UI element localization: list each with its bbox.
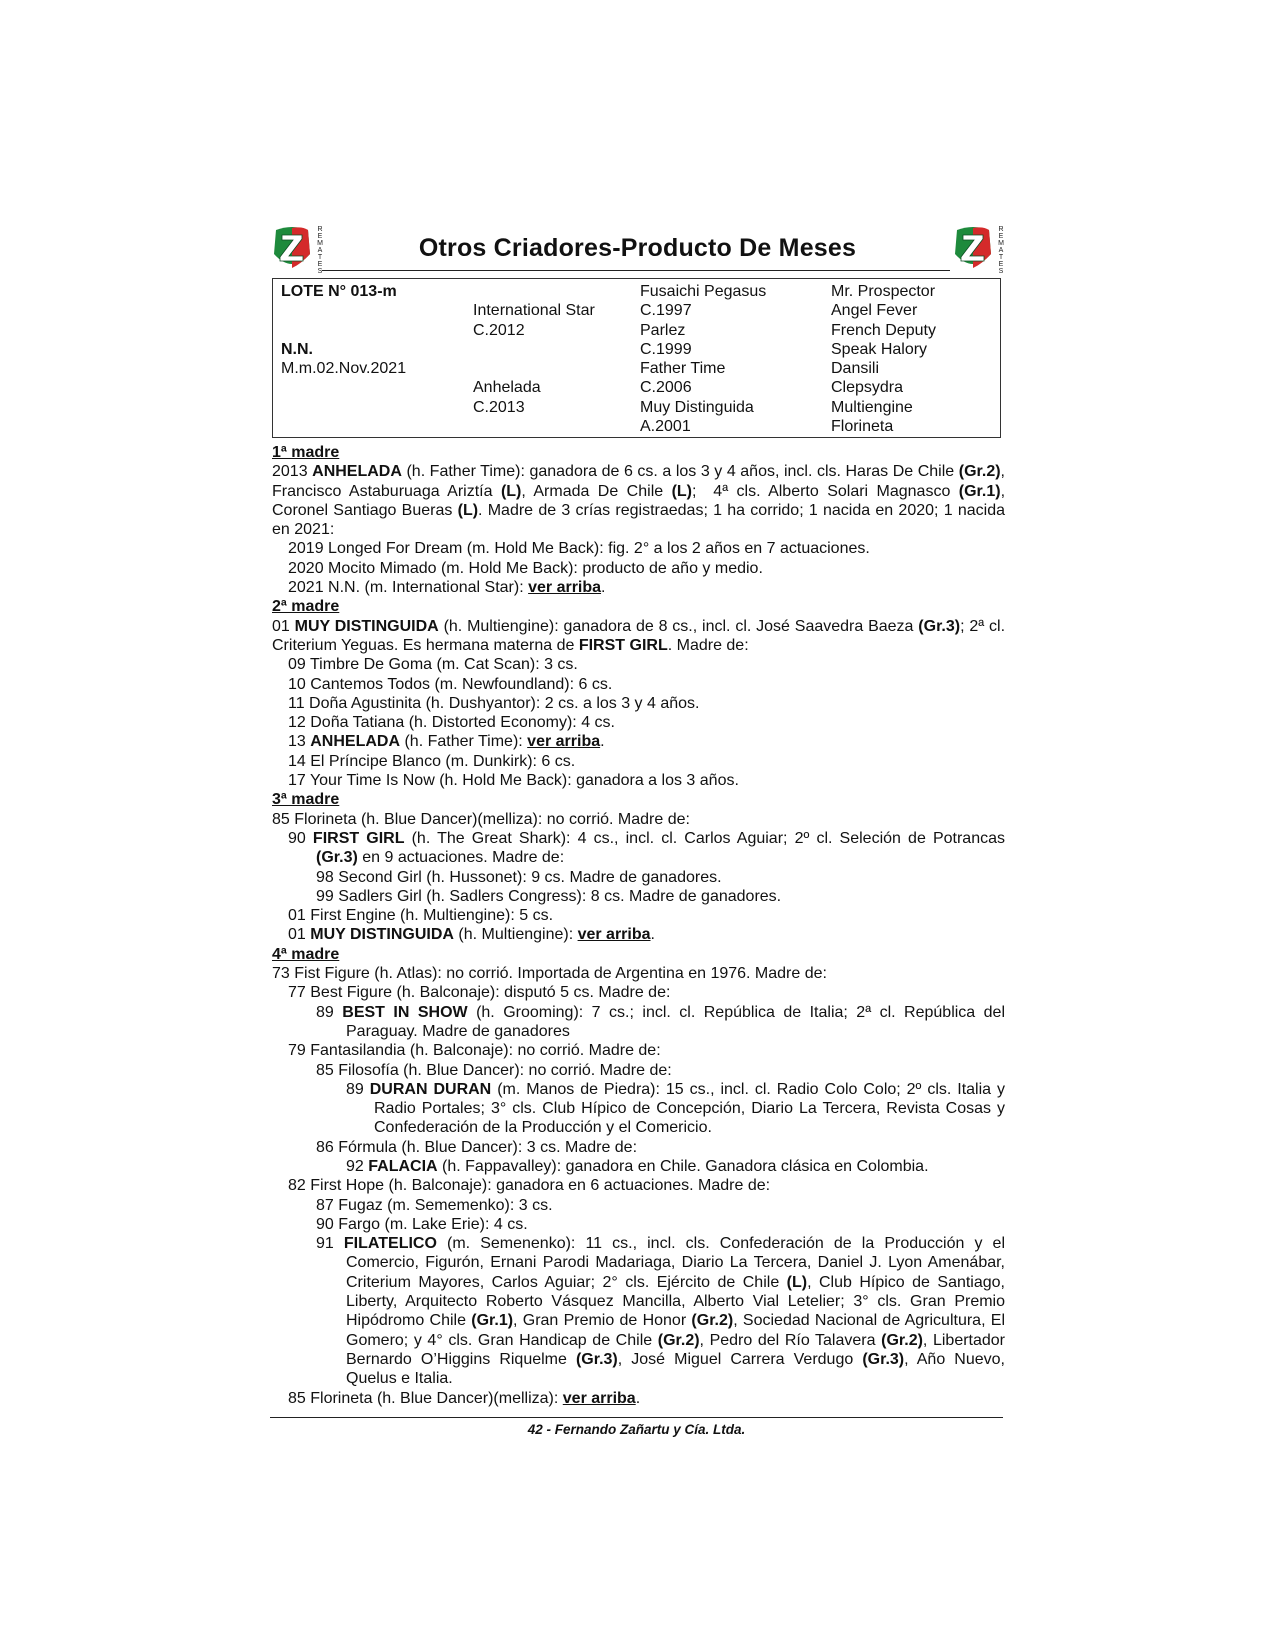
pedigree-table [272,278,1001,438]
grandparent-year: C.1997 [640,302,692,320]
section-header-2a-madre: 2ª madre [272,598,340,616]
list-item: 86 Fórmula (h. Blue Dancer): 3 cs. Madre de: [316,1138,638,1156]
list-item: 14 El Príncipe Blanco (m. Dunkirk): 6 cs. [288,752,576,770]
grandparent: Fusaichi Pegasus [640,283,767,300]
list-item: 85 Filosofía (h. Blue Dancer): no corrió. Madre de: [316,1061,672,1079]
paragraph: 2013 ANHELADA (h. Father Time): ganadora de 6 cs. a los 3 y 4 años, incl. cls. Haras De Chile (Gr.2), Francisco Astaburuaga Ariztía (L), Armada De Chile (L); 4ª cls. Alberto Solari Magnasco (Gr.1), Coronel Santiago Bueras (L). Madre de 3 crías registraedas; 1 ha corrido; 1 nacida en 2020; 1 nacida en 2021: [272,463,1006,539]
sire-year: C.2012 [473,321,525,339]
great-grandparent: Clepsydra [831,379,904,397]
ver-arriba-ref: ver arriba [527,733,601,751]
pedigree-col-parents [473,282,595,417]
great-grandparent: Speak Halory [831,340,928,358]
sire-name: International Star [473,302,595,320]
logo-word: R E M A T E S [998,226,1004,275]
section-header-3a-madre: 3ª madre [272,791,340,809]
paragraph: 01 MUY DISTINGUIDA (h. Multiengine): ganadora de 8 cs., incl. cl. José Saavedra Baeza (Gr.3); 2ª cl. Criterium Yeguas. Es hermana materna de FIRST GIRL. Madre de: [272,617,1006,654]
list-item: 79 Fantasilandia (h. Balconaje): no corrió. Madre de: [288,1042,661,1060]
list-item: 17 Your Time Is Now (h. Hold Me Back): ganadora a los 3 años. [288,772,739,790]
grandparent-year: C.1999 [640,340,692,358]
list-item: 92 FALACIA (h. Fappavalley): ganadora en Chile. Ganadora clásica en Colombia. [346,1157,929,1175]
pedigree-col-grandparents [640,282,766,436]
paragraph: 73 Fist Figure (h. Atlas): no corrió. Importada de Argentina en 1976. Madre de: [272,965,827,983]
list-item: 90 Fargo (m. Lake Erie): 4 cs. [316,1215,528,1233]
grandparent-year: C.2006 [640,379,692,397]
grandparent: Parlez [640,321,686,339]
great-grandparent: Mr. Prospector [831,283,936,300]
list-item: 91 FILATELICO (m. Semenenko): 11 cs., incl. cls. Confederación de la Producción y el Comercio, Figurón, Ernani Parodi Madariaga, Diario La Tercera, Daniel J. Lyon Amenábar, Criterium Mayores, Carlos Aguiar; 2° cls. Ejército de Chile (L), Club Hípico de Santiago, Liberty, Arquitecto Roberto Vásquez Mancilla, Alberto Vial Letelier; 3° cls. Gran Premio Hipódromo Chile (Gr.1), Gran Premio de Honor (Gr.2), Sociedad Nacional de Agricultura, El Gomero; y 4° cls. Gran Handicap de Chile (Gr.2), Pedro del Río Talavera (Gr.2), Libertador Bernardo O’Higgins Riquelme (Gr.3), José Miguel Carrera Verdugo (Gr.3), Año Nuevo, Quelus e Italia. [316,1235,1006,1388]
list-item: 2021 N.N. (m. International Star): ver arriba. [288,579,606,597]
lote-number: LOTE N° 013-m [281,283,397,300]
list-item: 89 BEST IN SHOW (h. Grooming): 7 cs.; incl. cl. República de Italia; 2ª cl. República del Paraguay. Madre de ganadores [316,1003,1006,1040]
grandparent: Father Time [640,360,726,378]
list-item: 13 ANHELADA (h. Father Time): ver arriba. [288,733,605,751]
footer-divider [270,1417,1003,1418]
list-item: 2019 Longed For Dream (m. Hold Me Back): fig. 2° a los 2 años en 7 actuaciones. [288,540,870,558]
paragraph: 85 Florineta (h. Blue Dancer)(melliza): no corrió. Madre de: [272,810,690,828]
grandparent: Muy Distinguida [640,398,754,416]
list-item: 99 Sadlers Girl (h. Sadlers Congress): 8 cs. Madre de ganadores. [316,887,782,905]
dam-name: Anhelada [473,379,541,397]
family-content [272,443,1005,1408]
list-item: 10 Cantemos Todos (m. Newfoundland): 6 cs. [288,675,613,693]
great-grandparent: Multiengine [831,398,913,416]
list-item: 85 Florineta (h. Blue Dancer)(melliza): ver arriba. [288,1389,641,1407]
list-item: 89 DURAN DURAN (m. Manos de Piedra): 15 cs., incl. cl. Radio Colo Colo; 2º cls. Italia y Radio Portales; 3° cls. Club Hípico de Concepción, Diario La Tercera, Revista Cosas y Confederación de la Producción y el Comericio. [346,1080,1006,1137]
list-item: 90 FIRST GIRL (h. The Great Shark): 4 cs., incl. cl. Carlos Aguiar; 2º cl. Seleción de Potrancas (Gr.3) en 9 actuaciones. Madre de: [288,829,1005,867]
list-item: 98 Second Girl (h. Hussonet): 9 cs. Madre de ganadores. [316,868,722,886]
great-grandparent: Angel Fever [831,302,918,320]
logo-word: R E M A T E S [317,226,323,275]
horse-name: N.N. [281,340,313,358]
pedigree-col-subject [281,282,406,378]
list-item: 82 First Hope (h. Balconaje): ganadora en 6 actuaciones. Madre de: [288,1177,771,1195]
great-grandparent: French Deputy [831,321,936,339]
list-item: 12 Doña Tatiana (h. Distorted Economy): 4 cs. [288,714,615,732]
list-item: 01 MUY DISTINGUIDA (h. Multiengine): ver arriba. [288,926,655,944]
grandparent-year: A.2001 [640,418,691,436]
great-grandparent: Dansili [831,360,880,378]
ver-arriba-ref: ver arriba [562,1389,636,1407]
section-header-1a-madre: 1ª madre [272,444,340,461]
title-divider [322,270,950,271]
list-item: 11 Doña Agustinita (h. Dushyantor): 2 cs. a los 3 y 4 años. [288,694,700,712]
ver-arriba-ref: ver arriba [577,926,651,944]
section-header-4a-madre: 4ª madre [272,945,340,963]
ver-arriba-ref: ver arriba [528,579,602,597]
list-item: 2020 Mocito Mimado (m. Hold Me Back): producto de año y medio. [288,559,763,577]
list-item: 87 Fugaz (m. Sememenko): 3 cs. [316,1196,553,1214]
list-item: 09 Timbre De Goma (m. Cat Scan): 3 cs. [288,656,578,674]
list-item: 01 First Engine (h. Multiengine): 5 cs. [288,907,554,925]
page-title: Otros Criadores-Producto De Meses [418,234,857,262]
dam-year: C.2013 [473,398,525,416]
birth-info: M.m.02.Nov.2021 [281,360,407,378]
list-item: 77 Best Figure (h. Balconaje): disputó 5 cs. Madre de: [288,984,671,1002]
great-grandparent: Florineta [831,418,894,436]
pedigree-col-great-grandparents [831,282,936,436]
page-footer: 42 - Fernando Zañartu y Cía. Ltda. [527,1422,746,1437]
